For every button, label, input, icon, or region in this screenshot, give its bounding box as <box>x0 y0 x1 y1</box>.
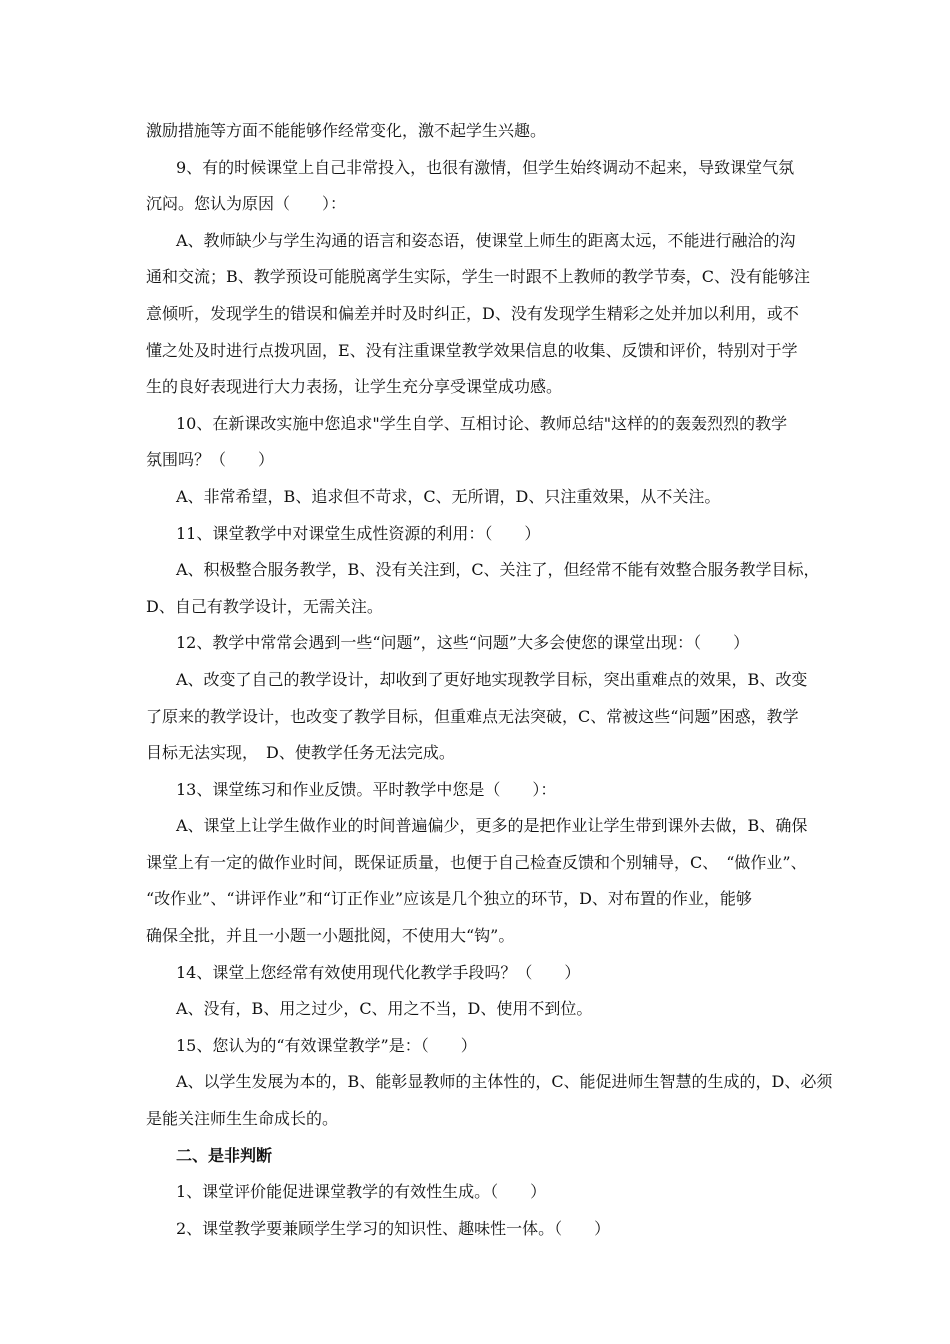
section-heading: 二、是非判断 <box>176 1145 273 1165</box>
options-13: A、课堂上让学生做作业的时间普遍偏少，更多的是把作业让学生带到课外去做，B、确保 <box>176 816 808 836</box>
question-14: 14、课堂上您经常有效使用现代化教学手段吗？（ ） <box>176 962 581 982</box>
question-11: 11、课堂教学中对课堂生成性资源的利用：（ ） <box>176 523 541 543</box>
options-9: A、教师缺少与学生沟通的语言和姿态语，使课堂上师生的距离太远，不能进行融洽的沟 <box>176 230 796 250</box>
options-11: A、积极整合服务教学，B、没有关注到，C、关注了，但经常不能有效整合服务教学目标， <box>176 560 820 580</box>
question-10: 10、在新课改实施中您追求"学生自学、互相讨论、教师总结"这样的的轰轰烈烈的教学 <box>176 413 788 433</box>
text-line: 通和交流；B、教学预设可能脱离学生实际，学生一时跟不上教师的教学节奏，C、没有能够注 <box>146 267 811 287</box>
options-14: A、没有，B、用之过少，C、用之不当，D、使用不到位。 <box>176 999 593 1019</box>
question-13: 13、课堂练习和作业反馈。平时教学中您是（ ）： <box>176 779 557 799</box>
text-line: 课堂上有一定的做作业时间，既保证质量，也便于自己检查反馈和个别辅导，C、 “做作业”、 <box>146 852 807 872</box>
options-12: A、改变了自己的教学设计，却收到了更好地实现教学目标，突出重难点的效果，B、改变 <box>176 669 808 689</box>
question-15: 15、您认为的“有效课堂教学”是：（ ） <box>176 1035 477 1055</box>
text-line: 是能关注师生生命成长的。 <box>146 1109 339 1129</box>
text-line: 目标无法实现， D、使教学任务无法完成。 <box>146 743 455 763</box>
judgement-1: 1、课堂评价能促进课堂教学的有效性生成。（ ） <box>176 1182 547 1202</box>
question-9: 9、有的时候课堂上自己非常投入，也很有激情，但学生始终调动不起来，导致课堂气氛 <box>176 157 795 177</box>
options-10: A、非常希望，B、追求但不苛求，C、无所谓，D、只注重效果，从不关注。 <box>176 486 721 506</box>
text-line: 确保全批，并且一小题一小题批阅，不使用大“钩”。 <box>146 926 515 946</box>
text-line: 氛围吗？（ ） <box>146 450 275 470</box>
document-page <box>146 121 833 1255</box>
text-line: D、自己有教学设计，无需关注。 <box>146 596 383 616</box>
text-line: 激励措施等方面不能能够作经常变化，激不起学生兴趣。 <box>146 121 547 140</box>
text-line: 生的良好表现进行大力表扬，让学生充分享受课堂成功感。 <box>146 377 563 397</box>
question-12: 12、教学中常常会遇到一些“问题”，这些“问题”大多会使您的课堂出现：（ ） <box>176 633 750 653</box>
text-line: 懂之处及时进行点拨巩固，E、没有注重课堂教学效果信息的收集、反馈和评价，特别对于学 <box>146 340 798 360</box>
text-line: 意倾听，发现学生的错误和偏差并时及时纠正，D、没有发现学生精彩之处并加以利用，或不 <box>146 303 799 323</box>
options-15: A、以学生发展为本的，B、能彰显教师的主体性的，C、能促进师生智慧的生成的，D、必须 <box>176 1072 833 1092</box>
text-line: “改作业”、“讲评作业”和“订正作业”应该是几个独立的环节，D、对布置的作业，能够 <box>146 889 752 909</box>
text-line: 了原来的教学设计，也改变了教学目标，但重难点无法突破，C、常被这些“问题”困惑，教学 <box>146 706 799 726</box>
text-line: 沉闷。您认为原因（ ）： <box>146 194 347 214</box>
judgement-2: 2、课堂教学要兼顾学生学习的知识性、趣味性一体。（ ） <box>176 1218 611 1238</box>
